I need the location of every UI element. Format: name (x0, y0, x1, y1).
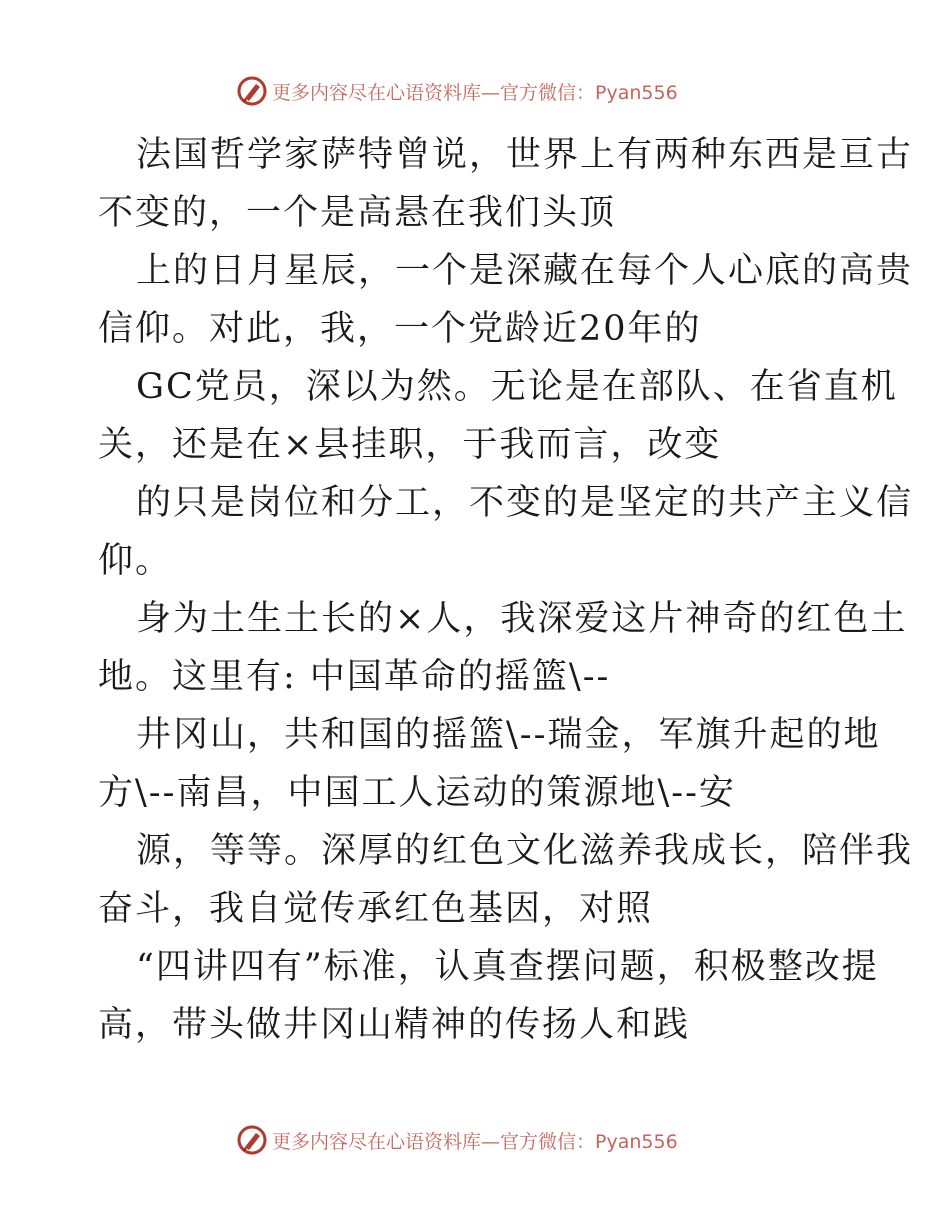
body-line: 仰。 (98, 541, 173, 581)
body-line: 高，带头做井冈山精神的传扬人和践 (98, 1005, 691, 1045)
body-line: 方\--南昌，中国工人运动的策源地\--安 (98, 773, 736, 813)
body-line: GC党员，深以为然。无论是在部队、在省直机 (136, 367, 898, 407)
body-line: 地。这里有: 中国革命的摇篮\-- (98, 657, 611, 697)
watermark-wechat-id: Pyan556 (595, 81, 678, 104)
footer-watermark (236, 1123, 756, 1157)
watermark-text: 更多内容尽在心语资料库—官方微信：Pyan556 (272, 81, 678, 104)
body-line: 法国哲学家萨特曾说，世界上有两种东西是亘古 (136, 135, 914, 175)
document-body (98, 126, 914, 1054)
body-line: 源，等等。深厚的红色文化滋养我成长，陪伴我 (136, 831, 914, 871)
pen-logo-icon (236, 1124, 268, 1156)
body-line: 井冈山，共和国的摇篮\--瑞金，军旗升起的地 (136, 715, 881, 755)
body-line: 上的日月星辰，一个是深藏在每个人心底的高贵 (136, 251, 914, 291)
body-line: 信仰。对此，我，一个党龄近20年的 (98, 309, 702, 349)
body-line: 奋斗，我自觉传承红色基因，对照 (98, 889, 654, 929)
body-line: 不变的，一个是高悬在我们头顶 (98, 193, 617, 233)
header-watermark (236, 74, 756, 108)
body-line: “四讲四有”标准，认真查摆问题，积极整改提 (136, 947, 879, 987)
watermark-text: 更多内容尽在心语资料库—官方微信：Pyan556 (272, 1130, 678, 1153)
body-line: 关，还是在×县挂职，于我而言，改变 (98, 425, 722, 465)
body-line: 身为土生土长的×人，我深爱这片神奇的红色土 (136, 599, 908, 639)
body-line: 的只是岗位和分工，不变的是坚定的共产主义信 (136, 483, 914, 523)
watermark-wechat-id: Pyan556 (595, 1130, 678, 1153)
pen-logo-icon (236, 75, 268, 107)
